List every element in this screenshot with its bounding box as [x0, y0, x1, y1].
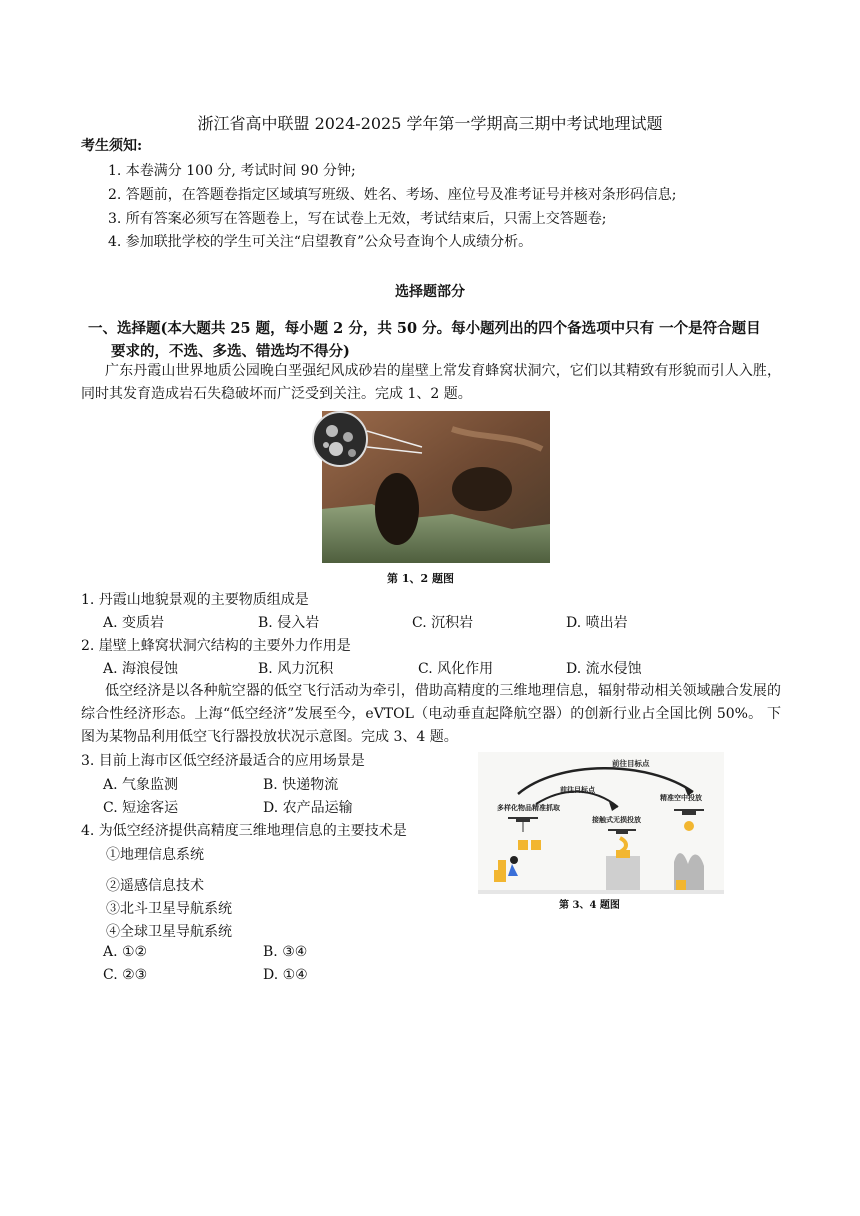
- figure-2-drone-delivery: [478, 752, 724, 894]
- notice-item-2: 2. 答题前，在答题卷指定区域填写班级、姓名、考场、座位号及准考证号并核对条形码信息;: [108, 187, 677, 203]
- q1-option-c: C. 沉积岩: [412, 615, 474, 631]
- q4-option-c: C. ②③: [103, 967, 148, 983]
- part1-heading-line1: 一、选择题(本大题共 25 题，每小题 2 分，共 50 分。每小题列出的四个备选项中只有 一个是符合题目: [88, 320, 761, 337]
- notice-heading: 考生须知:: [81, 138, 143, 154]
- q4-item-4: ④全球卫星导航系统: [106, 924, 232, 940]
- q2-option-c: C. 风化作用: [418, 661, 494, 677]
- notice-item-4: 4. 参加联批学校的学生可关注“启望教育”公众号查询个人成绩分析。: [108, 234, 533, 250]
- q2-option-a: A. 海浪侵蚀: [103, 661, 179, 677]
- q4-option-a: A. ①②: [103, 944, 148, 960]
- notice-item-3: 3. 所有答案必须写在答题卷上，写在试卷上无效，考试结束后，只需上交答题卷;: [108, 211, 607, 227]
- question-2-stem: 2. 崖壁上蜂窝状洞穴结构的主要外力作用是: [81, 638, 351, 654]
- q4-item-2: ②遥感信息技术: [106, 878, 204, 894]
- figure-1-caption: 第 1、2 题图: [387, 572, 454, 585]
- question-1-stem: 1. 丹霞山地貌景观的主要物质组成是: [81, 592, 309, 608]
- q1-option-b: B. 侵入岩: [258, 615, 320, 631]
- section-title: 选择题部分: [395, 284, 465, 300]
- q3-option-d: D. 农产品运输: [263, 800, 353, 816]
- q4-item-1: ①地理信息系统: [106, 847, 204, 863]
- question-4-stem: 4. 为低空经济提供高精度三维地理信息的主要技术是: [81, 823, 407, 839]
- q4-option-d: D. ①④: [263, 967, 308, 983]
- question-3-stem: 3. 目前上海市区低空经济最适合的应用场景是: [81, 753, 365, 769]
- figure-2-label-left: 多样化物品精准抓取: [497, 804, 560, 812]
- figure-2-label-top: 前往目标点: [612, 759, 650, 768]
- figure-2-caption: 第 3、4 题图: [559, 900, 620, 911]
- figure-1-danxia-cliff: [312, 409, 552, 569]
- part1-heading-line2: 要求的，不选、多选、错选均不得分): [111, 343, 350, 360]
- q1-option-d: D. 喷出岩: [566, 615, 628, 631]
- q2-option-b: B. 风力沉积: [258, 661, 334, 677]
- figure-2-label-middle: 接触式无损投放: [592, 816, 641, 824]
- q3-option-a: A. 气象监测: [103, 777, 179, 793]
- page-title: 浙江省高中联盟 2024-2025 学年第一学期高三期中考试地理试题: [197, 114, 663, 133]
- notice-item-1: 1. 本卷满分 100 分, 考试时间 90 分钟;: [108, 163, 356, 179]
- q3-option-c: C. 短途客运: [103, 800, 179, 816]
- passage-1: 广东丹霞山世界地质公园晚白垩强纪风成砂岩的崖壁上常发育蜂窝状洞穴，它们以其精致有形貌而引人入胜，同时其发育造成岩石失稳破坏而广泛受到关注。完成 1、2 题。: [81, 363, 781, 402]
- figure-2-label-mid: 前往目标点: [560, 786, 595, 794]
- passage-2: 低空经济是以各种航空器的低空飞行活动为牵引，借助高精度的三维地理信息，辐射带动相关领域融合发展的综合性经济形态。上海“低空经济”发展至今，eVTOL（电动垂直起降航空器）的创新行业占全国比例 50%。 下图为某物品利用低空飞行器投放状况示意图。完成 3、4 题。: [81, 683, 781, 745]
- q2-option-d: D. 流水侵蚀: [566, 661, 642, 677]
- q1-option-a: A. 变质岩: [103, 615, 165, 631]
- q4-item-3: ③北斗卫星导航系统: [106, 901, 232, 917]
- figure-2-label-right: 精准空中投放: [660, 794, 702, 802]
- q3-option-b: B. 快递物流: [263, 777, 339, 793]
- cliff-photo: [312, 409, 552, 569]
- q4-option-b: B. ③④: [263, 944, 308, 960]
